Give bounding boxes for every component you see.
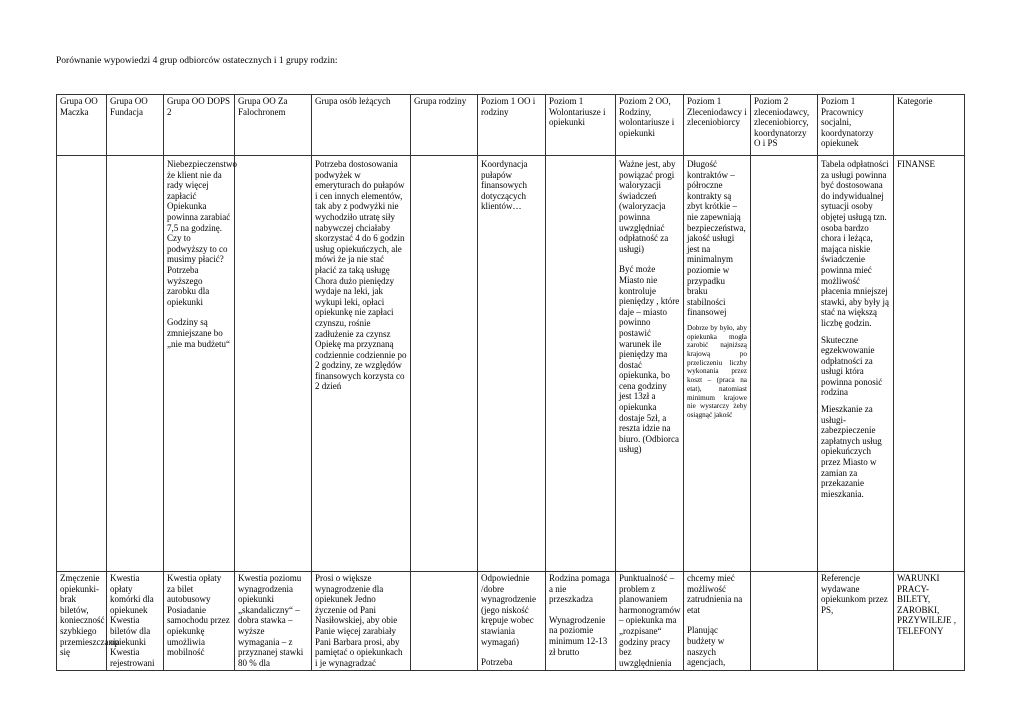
header-cell: Grupa osób leżących [312,95,411,156]
header-cell: Grupa rodziny [411,95,478,156]
header-cell: Poziom 1 Pracownicy socjalni, koordynatorzy opiekunek [818,95,894,156]
table-cell [57,156,107,572]
cell-paragraph: Odpowiednie /dobre wynagrodzenie (jego niskość krępuje wobec stawiania wymagań) [481,573,536,647]
table-cell: Punktualność – problem z planowaniem harmonogramów – opiekunka ma „rozpisane“ godziny pracy bez uwzględnienia [616,572,684,671]
table-cell: Prosi o większe wynagrodzenie dla opiekunek Jedno życzenie od Pani Nasiłowskiej, aby obie Panie więcej zarabiały Pani Barbara prosi, aby pamiętać o opiekunkach i je wynagradzać [312,572,411,671]
header-cell: Grupa OO Maczka [57,95,107,156]
header-cell: Grupa OO Fundacja [107,95,164,156]
table-row-warunki-pracy [57,572,965,671]
table-row-finanse [57,156,965,572]
header-cell: Grupa OO DOPS 2 [164,95,235,156]
table-cell: Referencje wydawane opiekunkom przez PS, [818,572,894,671]
header-cell: Poziom 1 OO i rodziny [478,95,546,156]
header-cell: Poziom 2 zleceniodawcy, zleceniobiorcy, koordynatorzy O i PS [751,95,818,156]
table-cell [751,156,818,572]
cell-paragraph: Niebezpieczenstwo że klient nie da rady więcej zapłacić Opiekunka powinna zarabiać 7,5 na godzinę. Czy to podwyższy to co musimy płacić? Potrzeba wyższego zarobku dla opiekunki [167,159,237,307]
cell-paragraph: Rodzina pomaga a nie przeszkadza [549,573,610,605]
cell-paragraph: Tabela odpłatności za usługi powinna być dostosowana do indywidualnej sytuacji osoby objętej usługą tzn. osoba bardzo chora i leżąca, mająca niskie świadczenie powinna mieć możliwość płacenia mniejszej stawki, aby były ją stać na większą liczbę godzin. [821,159,889,328]
table-cell: Koordynacja pułapów finansowych dotyczących klientów… [478,156,546,572]
table-cell: Zmęczenie opiekunki- brak biletów, konieczność szybkiego przemieszczania się [57,572,107,671]
header-cell: Poziom 2 OO, Rodziny, wolontariusze i opiekunki [616,95,684,156]
table-cell [411,156,478,572]
table-cell: Kwestia opłaty za bilet autobusowy Posiadanie samochodu przez opiekunkę umożliwia mobilność [164,572,235,671]
cell-paragraph: Dobrze by było, aby opiekunka mogła zarobić najniższą krajową po przeliczeniu liczby wykonania przez koszt – (praca na etat), natomiast minimum krajowe nie wystarczy żeby osiągnąć jakość [687,323,747,419]
cell-paragraph: Godziny są zmniejszane bo „nie ma budżetu“ [167,317,230,349]
table-cell [818,156,894,572]
header-cell: Kategorie [894,95,965,156]
table-cell [235,156,312,572]
table-cell [546,572,616,671]
cell-paragraph: Ważne jest, aby powiązać progi waloryzacji świadczeń (waloryzacja powinna uwzględniać odpłatność za usługi) [619,159,676,254]
table-cell: Kwestia poziomu wynagrodzenia opiekunki „skandaliczny“ – dobra stawka – wyższe wymagania – z przyznanej stawki 80 % dla [235,572,312,671]
table-cell [107,156,164,572]
header-cell: Grupa OO Za Falochronem [235,95,312,156]
table-cell [546,156,616,572]
comparison-table [56,94,965,671]
table-cell [616,156,684,572]
table-cell [478,572,546,671]
table-cell [751,572,818,671]
cell-paragraph: Być może Miasto nie kontroluje pieniędzy , które daje – miasto powinno postawić warunek ile pieniędzy ma dostać opiekunka, bo cena godziny jest 13zł a opiekunka dostaje 5zł, a reszta idzie na biuro. (Odbiorca usług) [619,264,680,455]
table-cell [684,572,751,671]
table-cell: Kwestia opłaty komórki dla opiekunek Kwestia biletów dla opiekunki Kwestia rejestrowani [107,572,164,671]
header-row [57,95,965,156]
cell-paragraph: Mieszkanie za usługi- zabezpieczenie zapłatnych usług opiekuńczych przez Miasto w zamian za przekazanie mieszkania. [821,404,882,499]
table-cell [684,156,751,572]
table-cell-category: FINANSE [894,156,965,572]
cell-paragraph: Potrzeba [481,657,513,668]
document-title: Porównanie wypowiedzi 4 grup odbiorców ostatecznych i 1 grupy rodzin: [56,56,338,66]
cell-paragraph: Skuteczne egzekwowanie odpłatności za usługi która powinna ponosić rodzina [821,334,883,398]
cell-paragraph: Wynagrodzenie na poziomie minimum 12-13 zł brutto [549,614,608,657]
header-cell: Poziom 1 Wolontariusze i opiekunki [546,95,616,156]
table-cell [411,572,478,671]
cell-paragraph: Planując budżety w naszych agencjach, [687,625,726,668]
header-cell: Poziom 1 Zleceniodawcy i zleceniobiorcy [684,95,751,156]
table-cell-category: WARUNKI PRACY- BILETY, ZAROBKI, PRZYWILEJE , TELEFONY [894,572,965,671]
table-cell [164,156,235,572]
cell-paragraph: chcemy mieć możliwość zatrudnienia na etat [687,573,743,615]
table-cell: Potrzeba dostosowania podwyżek w emeryturach do pułapów i cen innych elementów, tak aby z podwyżki nie wychodziło utratę siły nabywczej chciałaby skorzystać 4 do 6 godzin usług opiekuńczych, ale mówi że ja nie stać płacić za taką usługę Chora dużo pieniędzy wydaje na leki, jak wykupi leki, opłaci opiekunkę nie zapłaci czynszu, rośnie zadłużenie za czynsz Opiekę ma przyznaną codziennie codziennie po 2 godziny, ze względów finansowych korzysta co 2 dzień [312,156,411,572]
cell-paragraph: Długość kontraktów – półroczne kontrakty są zbyt krótkie – nie zapewniają bezpieczeństwa, jakość usługi jest na minimalnym poziomie w przypadku braku stabilności finansowej [687,159,746,318]
